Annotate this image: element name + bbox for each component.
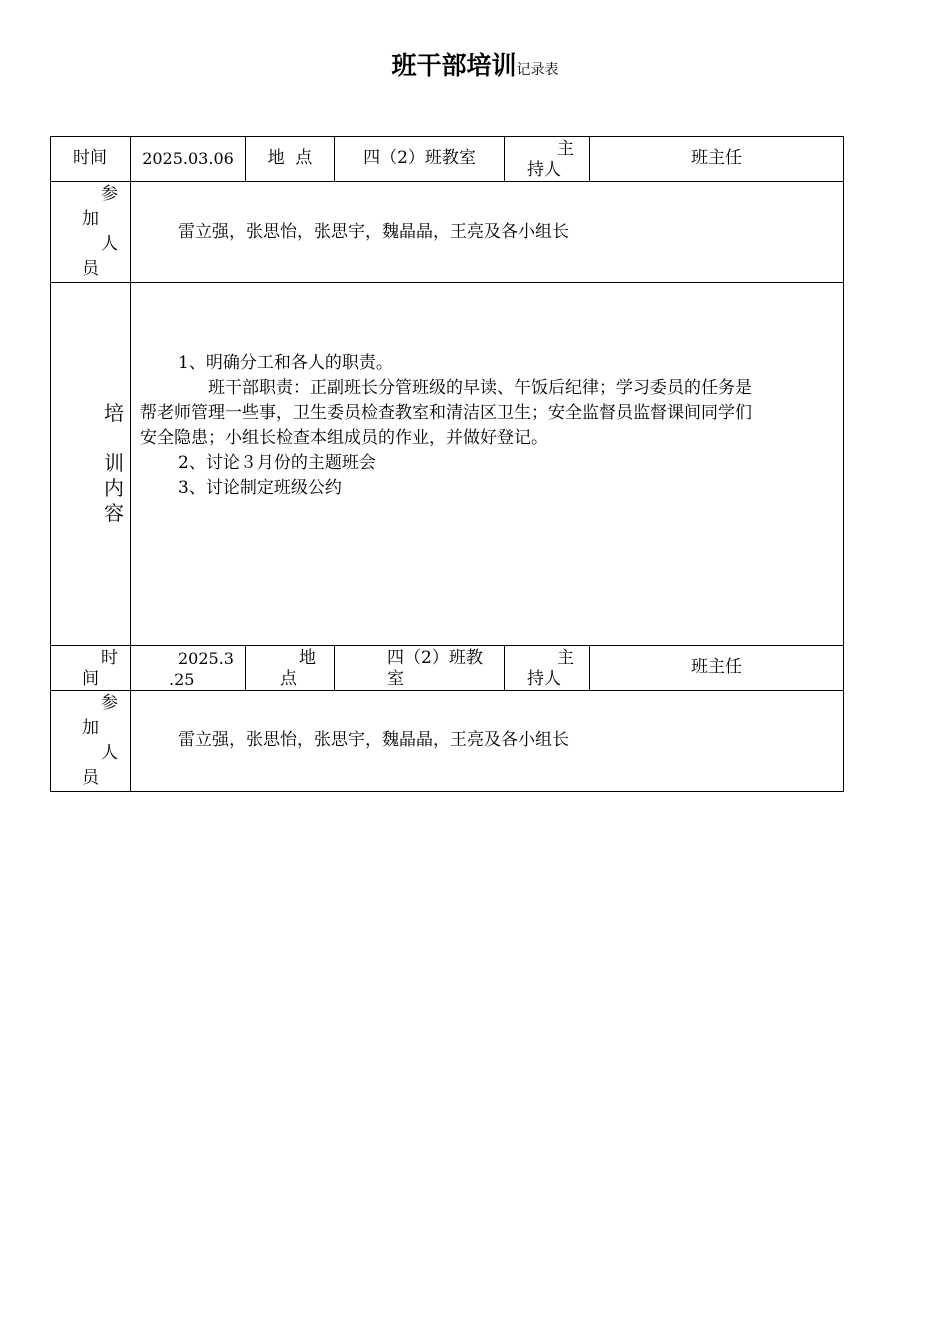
title-sub: 记录表	[516, 62, 559, 78]
participants-label: 参 加 人 员	[82, 184, 118, 279]
participants-label-2: 参 加 人 员	[82, 693, 118, 788]
place-value: 四（2）班教室	[363, 148, 476, 168]
page-title	[0, 46, 950, 82]
place-label-2: 地 点	[280, 648, 316, 689]
participants-value: 雷立强，张思怡，张思宇，魏晶晶，王亮及各小组长	[178, 222, 569, 242]
row-divider	[50, 282, 844, 283]
time-value: 2025.03.06	[142, 149, 234, 168]
participants-value-2: 雷立强，张思怡，张思宇，魏晶晶，王亮及各小组长	[178, 730, 569, 750]
host-value: 班主任	[691, 148, 742, 168]
content-label: 培 训 内 容	[104, 401, 124, 525]
place-value-2: 四（2）班教 室	[387, 648, 483, 689]
time-label: 时间	[73, 148, 107, 168]
table-border	[843, 136, 844, 792]
host-label-2: 主 持人	[527, 648, 574, 689]
title-main: 班干部培训	[391, 51, 517, 80]
time-label-2: 时 间	[82, 648, 118, 689]
host-value-2: 班主任	[691, 657, 742, 677]
table-border	[50, 136, 844, 137]
host-label: 主 持人	[527, 139, 574, 180]
col-divider	[504, 136, 505, 182]
col-divider	[504, 645, 505, 691]
time-value-2: 2025.3 .25	[169, 649, 234, 689]
table-border	[50, 791, 844, 792]
row-divider	[50, 181, 844, 182]
col-divider	[130, 136, 131, 792]
record-table	[50, 136, 844, 792]
place-label: 地 点	[267, 148, 313, 168]
content-body: 1、明确分工和各人的职责。 班干部职责：正副班长分管班级的早读、午饭后纪律；学习委员的任务是 帮老师管理一些事，卫生委员检查教室和清洁区卫生；安全监督员监督课间同学们 安全隐患；小组长检查本组成员的作业，并做好登记。 2、讨论３月份的主题班会 3、讨论制定班级公约	[140, 353, 752, 498]
